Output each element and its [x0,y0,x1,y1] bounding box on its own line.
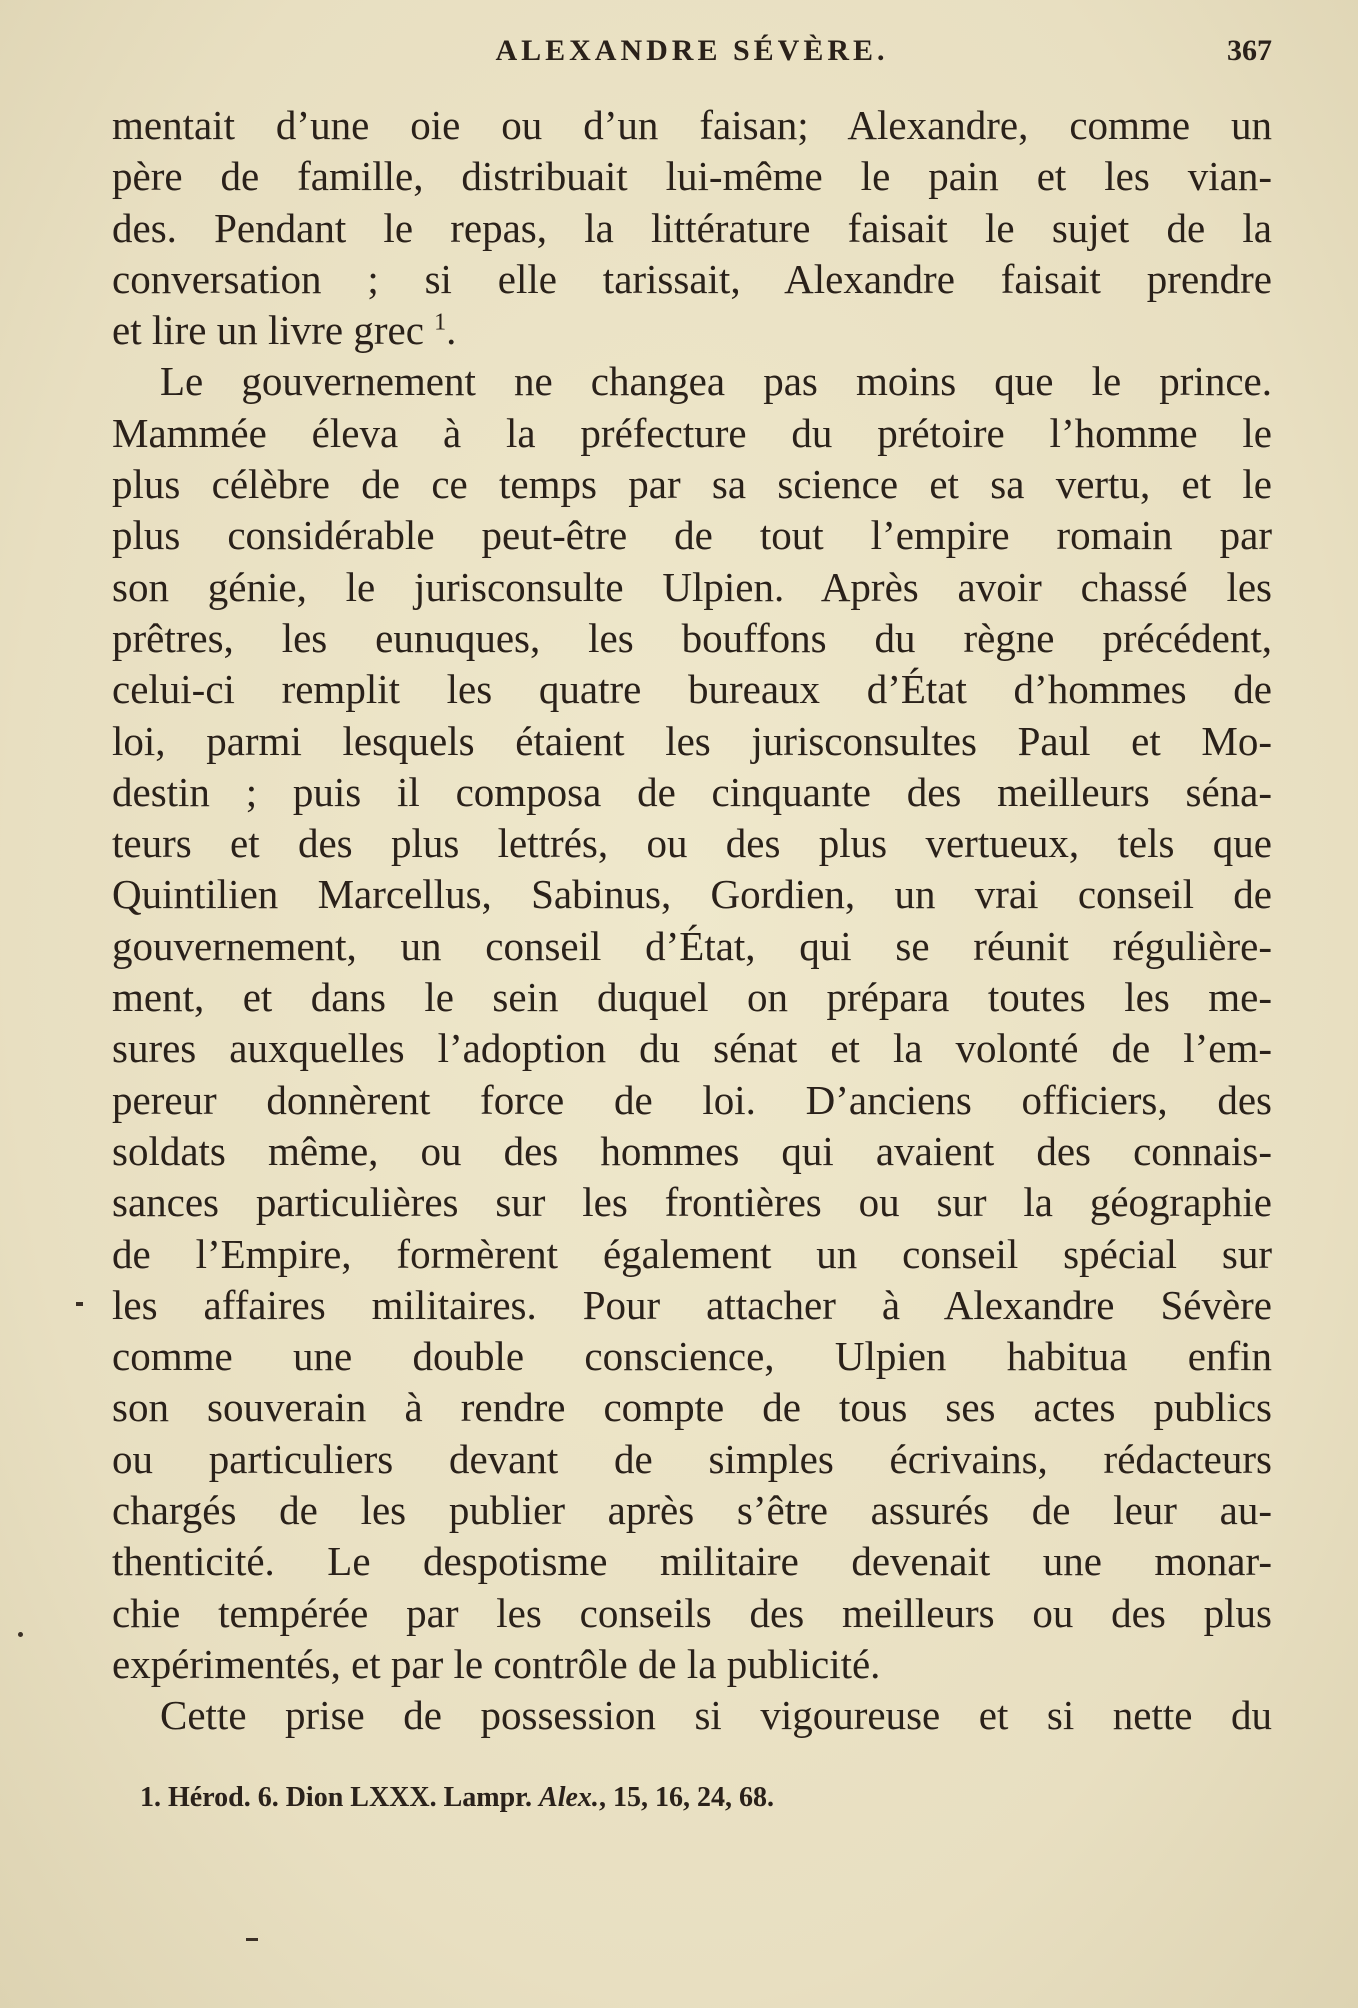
text-line: teurs et des plus lettrés, ou des plus vertueux, tels que [112,820,1272,867]
text-line: expérimentés, et par le contrôle de la publicité. [112,1640,881,1687]
ink-speck [246,1938,258,1941]
text-line: sures auxquelles l’adoption du sénat et la volonté de l’em- [112,1025,1272,1072]
ink-speck [76,1302,83,1306]
text-line: prêtres, les eunuques, les bouffons du règne précédent, [112,614,1272,661]
text-line: plus célèbre de ce temps par sa science et sa vertu, et le [112,461,1272,508]
text-line: sances particulières sur les frontières ou sur la géographie [112,1179,1272,1226]
text-line: les affaires militaires. Pour attacher à Alexandre Sévère [112,1281,1272,1328]
text-line: chargés de les publier après s’être assurés de leur au- [112,1487,1272,1534]
text-line: soldats même, ou des hommes qui avaient des connais- [112,1127,1272,1174]
running-head [112,34,1272,74]
text-line: mentait d’une oie ou d’un faisan; Alexandre, comme un [112,102,1272,148]
text-line: destin ; puis il composa de cinquante des meilleurs séna- [112,768,1272,815]
text-line: plus considérable peut-être de tout l’empire romain par [112,512,1272,559]
text-line: loi, parmi lesquels étaient les jurisconsultes Paul et Mo- [112,717,1272,764]
text-line: ou particuliers devant de simples écrivains, rédacteurs [112,1435,1272,1482]
footnote-reference: 1 [434,309,447,336]
footnote-text: Hérod. 6. Dion LXXX. Lampr. [168,1782,533,1813]
page-number: 367 [1227,34,1272,67]
text-line: des. Pendant le repas, la littérature faisait le sujet de la [112,204,1272,251]
text-line: comme une double conscience, Ulpien habitua enfin [112,1333,1272,1380]
text-line: ment, et dans le sein duquel on prépara toutes les me- [112,974,1272,1021]
text-line: thenticité. Le despotisme militaire devenait une monar- [112,1538,1272,1585]
footnote-number: 1. [140,1782,161,1813]
ink-speck [18,1632,23,1637]
running-title: ALEXANDRE SÉVÈRE. [495,34,889,67]
text-line: son génie, le jurisconsulte Ulpien. Après avoir chassé les [112,563,1272,610]
text-line: Cette prise de possession si vigoureuse et si nette du [160,1692,1272,1739]
text-line: de l’Empire, formèrent également un conseil spécial sur [112,1230,1272,1277]
text-line: Le gouvernement ne changea pas moins que le prince. [160,358,1272,405]
text-line: Quintilien Marcellus, Sabinus, Gordien, un vrai conseil de [112,871,1272,918]
text-line: père de famille, distribuait lui-même le pain et les vian- [112,153,1272,200]
text-line: pereur donnèrent force de loi. D’anciens officiers, des [112,1076,1272,1123]
text-line: gouvernement, un conseil d’État, qui se réunit régulière- [112,922,1272,969]
text-line: conversation ; si elle tarissait, Alexandre faisait prendre [112,255,1272,302]
footnote [140,1782,1240,1814]
text-line-content: et lire un livre grec [112,307,424,354]
footnote-work-title: Alex. [539,1782,599,1813]
body-text [112,100,1272,1742]
text-line: celui-ci remplit les quatre bureaux d’État d’hommes de [112,666,1272,713]
text-line-with-note [112,305,1272,356]
text-line: Mammée éleva à la préfecture du prétoire l’homme le [112,409,1272,456]
text-line: son souverain à rendre compte de tous ses actes publics [112,1384,1272,1431]
footnote-text: , 15, 16, 24, 68. [598,1782,774,1813]
end-punctuation: . [446,307,457,354]
text-line: chie tempérée par les conseils des meilleurs ou des plus [112,1589,1272,1636]
